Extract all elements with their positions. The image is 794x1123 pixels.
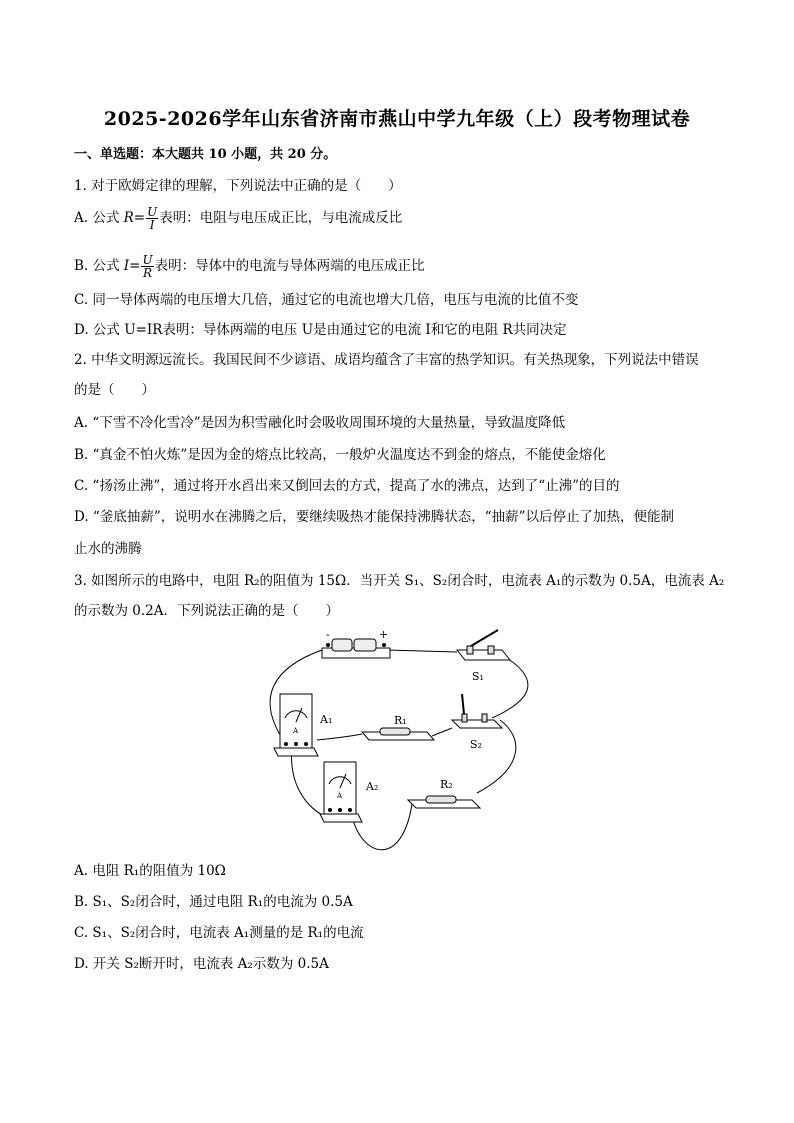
q2-option-d-line1: D. “釜底抽薪”，说明水在沸腾之后，要继续吸热才能保持沸腾状态，“抽薪”以后停止了加热，便能制 <box>74 509 675 525</box>
wire-s1-s2 <box>492 658 528 718</box>
q2-option-b: B. “真金不怕火炼”是因为金的熔点比较高，一般炉火温度达不到金的熔点，不能使金熔化 <box>74 447 606 463</box>
r2-label: R₂ <box>440 778 453 791</box>
r1-label: R₁ <box>394 714 407 727</box>
q2-stem-line2: 的是（ ） <box>74 382 155 398</box>
resistor-r1-icon <box>362 728 434 740</box>
wire-a2-r2 <box>352 804 412 850</box>
s2-label: S₂ <box>470 738 482 751</box>
q2-option-d-line2: 止水的沸腾 <box>74 541 142 557</box>
a1-meter-face: A <box>293 727 299 735</box>
wire-battery-s1 <box>387 650 457 652</box>
wire-a1-r1 <box>317 734 362 740</box>
q1-b-fraction: $\frac{U}{R}$ <box>142 253 153 280</box>
circuit-figure <box>262 628 532 880</box>
a1-label: A₁ <box>320 713 333 726</box>
switch-s1-icon <box>457 630 510 660</box>
switch-s2-icon <box>452 694 502 728</box>
exam-title: 2025-2026学年山东省济南市燕山中学九年级（上）段考物理试卷 <box>103 108 691 130</box>
battery-plus-label: + <box>379 628 389 641</box>
a2-meter-face: A <box>337 792 343 800</box>
q1-option-a: A. 公式 R= $\frac{U}{I}$ 表明：电阻与电压成正比，与电流成反比 <box>74 205 403 232</box>
ammeter-a1-icon <box>274 694 318 756</box>
battery-minus-label: - <box>326 628 330 641</box>
q3-option-b: B. S₁、S₂闭合时，通过电阻 R₁的电流为 0.5A <box>74 894 353 910</box>
a2-label: A₂ <box>366 780 379 793</box>
q1-stem: 1. 对于欧姆定律的理解，下列说法中正确的是（ ） <box>74 178 402 194</box>
battery-icon <box>322 639 390 658</box>
q2-option-c: C. “扬汤止沸”，通过将开水舀出来又倒回去的方式，提高了水的沸点，达到了“止沸”的目的 <box>74 478 620 494</box>
q3-option-a: A. 电阻 R₁的阻值为 10Ω <box>74 863 226 879</box>
wire-r1-s2 <box>432 728 452 736</box>
q2-option-a: A. “下雪不冷化雪冷”是因为积雪融化时会吸收周围环境的大量热量，导致温度降低 <box>74 415 566 431</box>
section-heading: 一、单选题：本大题共 10 小题，共 20 分。 <box>74 147 337 162</box>
q2-stem-line1: 2. 中华文明源远流长。我国民间不少谚语、成语均蕴含了丰富的热学知识。有关热现象，下列说法中错误 <box>74 352 699 368</box>
q1-a-fraction: $\frac{U}{I}$ <box>147 205 158 232</box>
q3-stem-line2: 的示数为 0.2A．下列说法正确的是（ ） <box>74 603 340 619</box>
q1-option-c: C. 同一导体两端的电压增大几倍，通过它的电流也增大几倍，电压与电流的比值不变 <box>74 292 579 308</box>
q3-stem-line1: 3. 如图所示的电路中，电阻 R₂的阻值为 15Ω．当开关 S₁、S₂闭合时，电流表 A₁的示数为 0.5A，电流表 A₂ <box>74 573 725 589</box>
q1-option-b: B. 公式 I= $\frac{U}{R}$ 表明：导体中的电流与导体两端的电压成正比 <box>74 253 425 280</box>
q3-option-d: D. 开关 S₂断开时，电流表 A₂示数为 0.5A <box>74 956 329 972</box>
s1-label: S₁ <box>472 670 484 683</box>
resistor-r2-icon <box>408 796 480 808</box>
q3-option-c: C. S₁、S₂闭合时，电流表 A₁测量的是 R₁的电流 <box>74 925 364 941</box>
q1-option-d: D. 公式 U=IR表明：导体两端的电压 U是由通过它的电流 I和它的电阻 R共同决定 <box>74 322 567 338</box>
wire-s2-r2 <box>477 720 516 793</box>
